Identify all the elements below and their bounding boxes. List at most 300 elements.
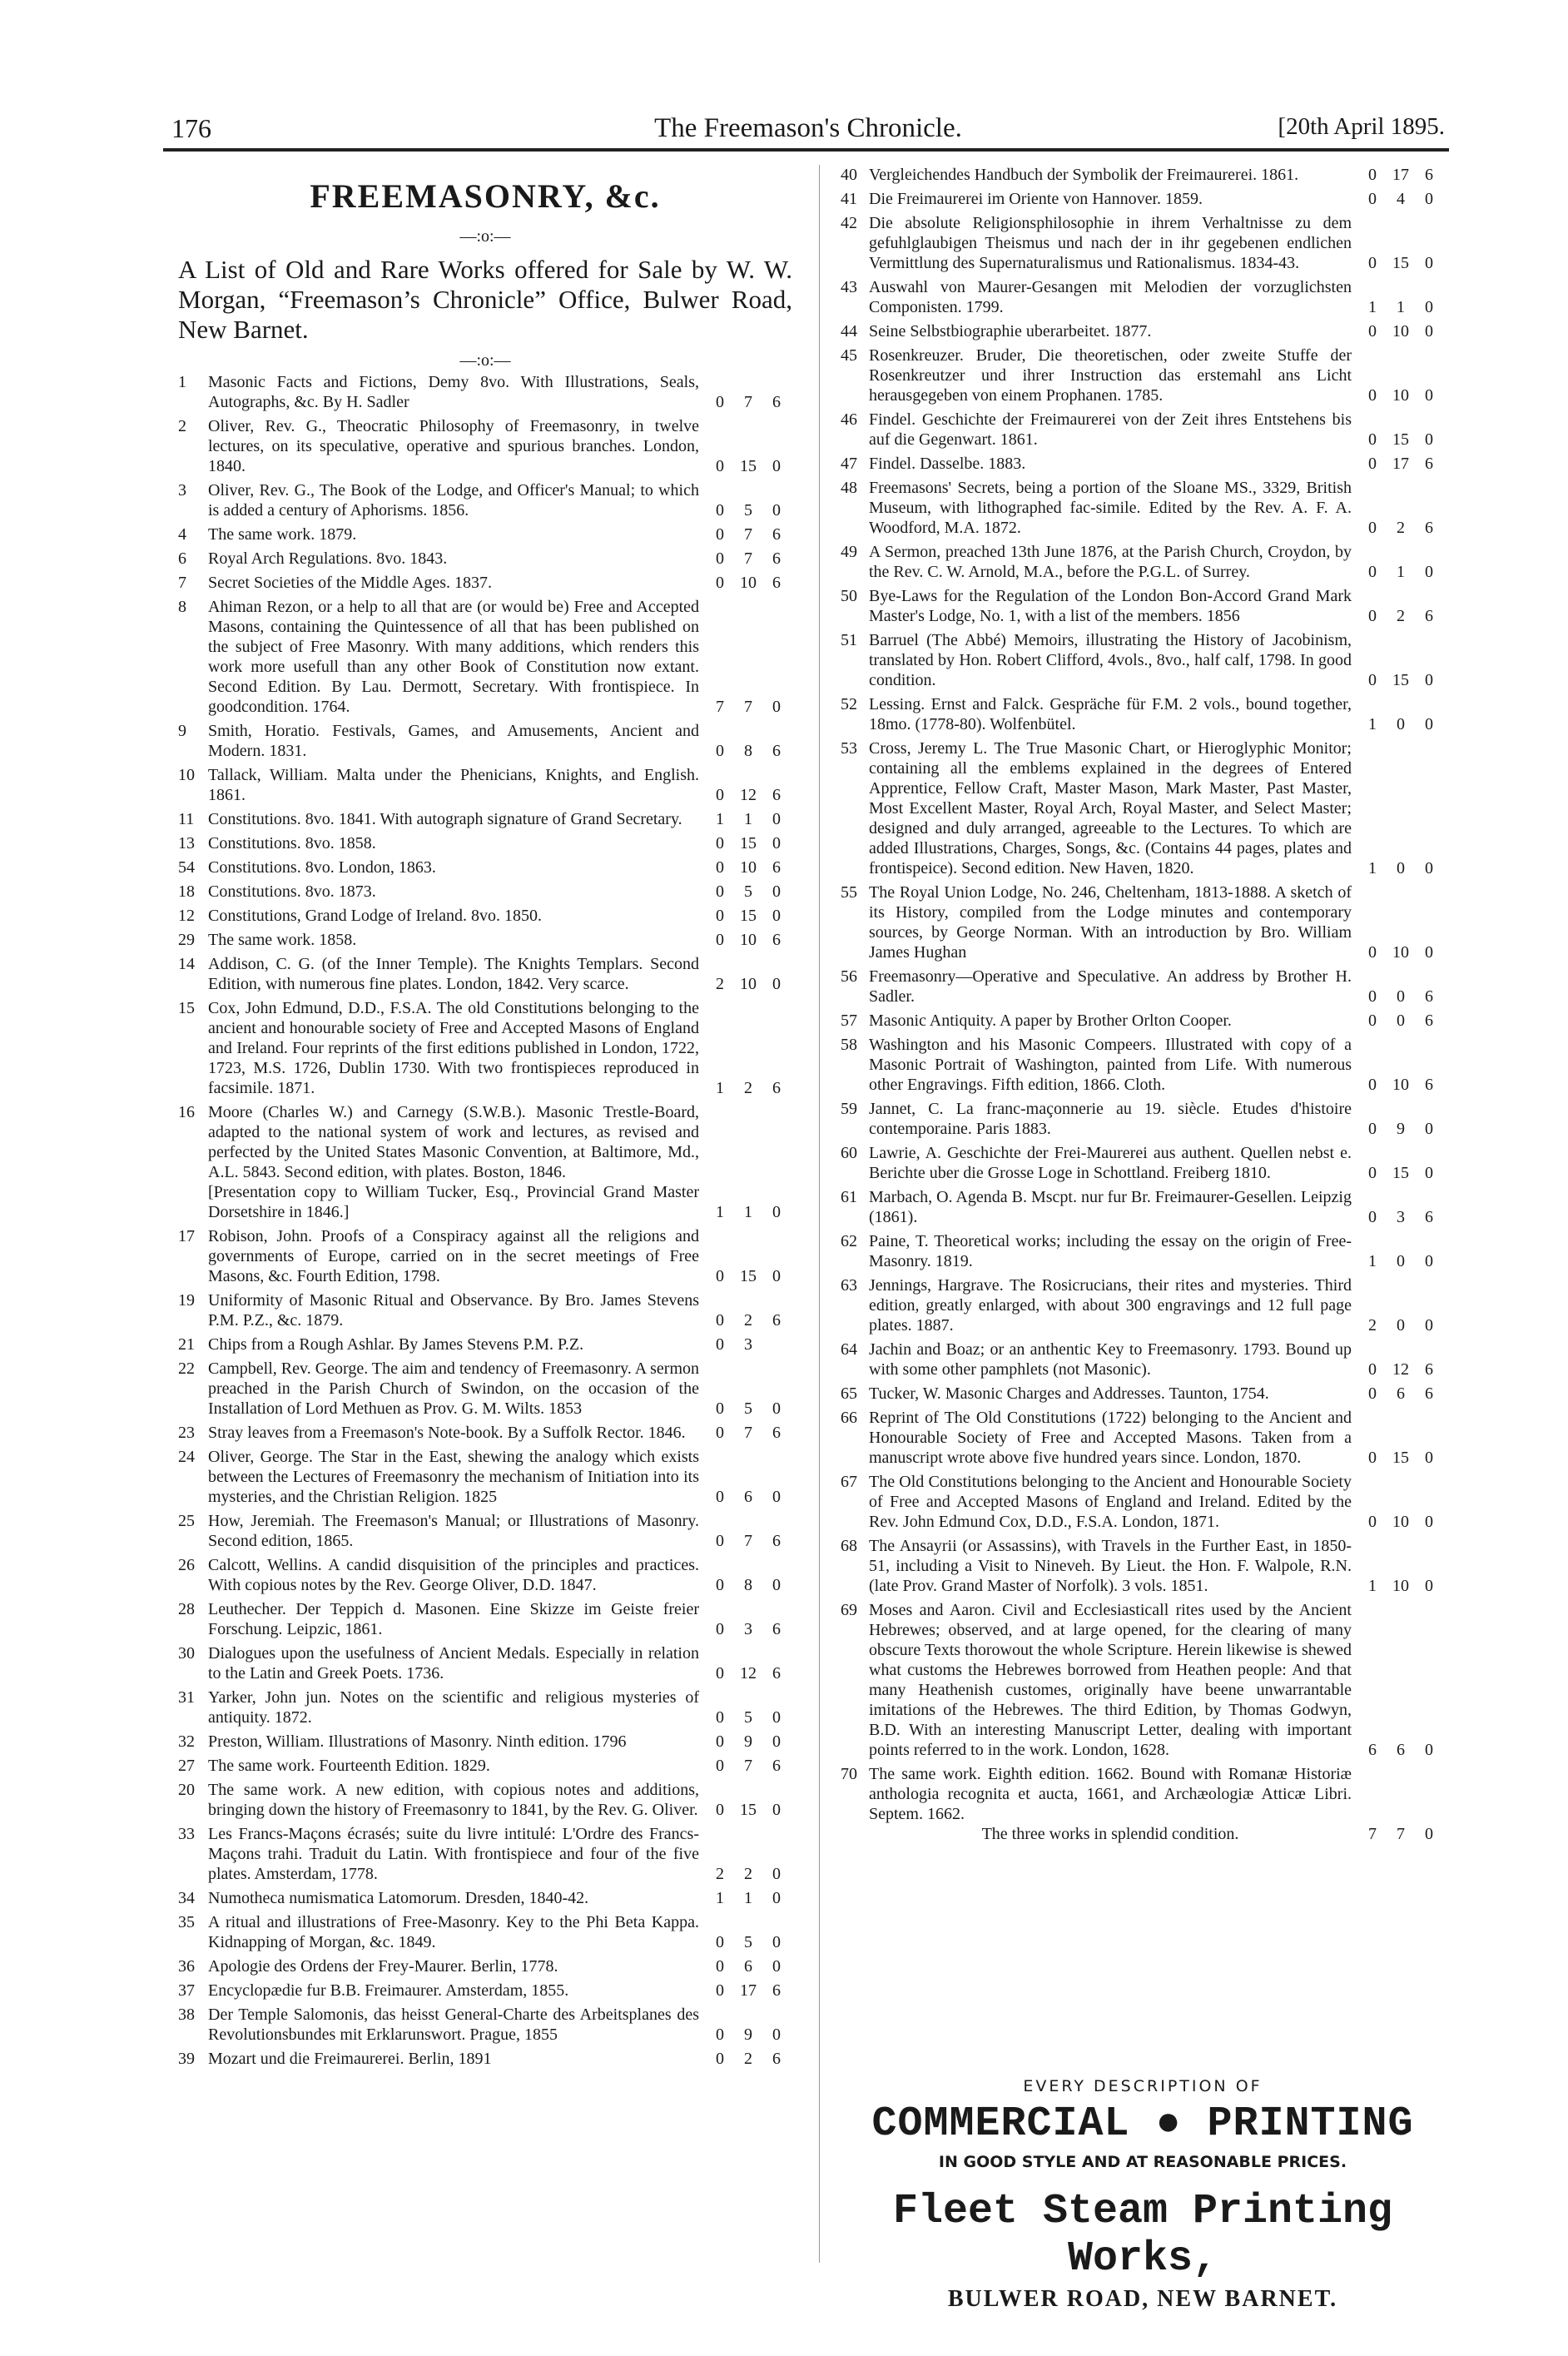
price-shillings: 15 xyxy=(1392,254,1409,272)
item-text: Chips from a Rough Ashlar. By James Stevens P.M. P.Z. xyxy=(208,1335,584,1354)
list-item xyxy=(178,833,792,853)
item-description xyxy=(208,573,699,593)
item-text: Washington and his Masonic Compeers. Illustrated with copy of a Masonic Portrait of Washington, painted from Life. With numerous other Engravings. Fifth edition, 1866. Cloth. xyxy=(869,1036,1356,1094)
item-text: Freemasonry—Operative and Speculative. An address by Brother H. Sadler. xyxy=(869,967,1356,1006)
item-price xyxy=(706,2025,792,2045)
item-number: 44 xyxy=(841,322,857,340)
price-shillings: 6 xyxy=(1397,1384,1405,1403)
list-item xyxy=(841,882,1445,962)
price-pence: 6 xyxy=(1425,1076,1433,1094)
item-price xyxy=(1358,858,1445,878)
price-pounds: 0 xyxy=(716,1801,724,1819)
price-pence: 0 xyxy=(1425,1741,1433,1759)
item-price xyxy=(706,1202,792,1222)
price-pence: 0 xyxy=(772,834,781,852)
price-pence: 6 xyxy=(772,1311,781,1330)
price-pounds: 0 xyxy=(1368,1120,1377,1138)
item-description xyxy=(869,1231,1352,1271)
column-divider xyxy=(819,165,820,2263)
price-pence: 0 xyxy=(1425,190,1433,208)
item-text: Encyclopædie fur B.B. Freimaurer. Amsterdam, 1855. xyxy=(208,1981,569,2000)
item-text: Der Temple Salomonis, das heisst General-Charte des Arbeitsplanes des Revolutionsbundes mit Erklarunswort. Prague, 1855 xyxy=(208,2006,703,2044)
price-pence: 0 xyxy=(772,1957,781,1976)
item-number: 34 xyxy=(178,1889,195,1907)
price-shillings: 2 xyxy=(1397,519,1405,537)
price-shillings: 9 xyxy=(744,2025,752,2044)
price-shillings: 12 xyxy=(740,786,757,804)
price-pence: 0 xyxy=(772,1576,781,1594)
list-item xyxy=(178,1912,792,1952)
item-price xyxy=(706,1310,792,1330)
item-description xyxy=(869,321,1352,341)
list-item xyxy=(178,1780,792,1820)
price-pounds: 0 xyxy=(716,834,724,852)
list-item xyxy=(178,882,792,902)
item-description xyxy=(208,1511,703,1551)
list-item xyxy=(178,1511,792,1551)
item-description xyxy=(208,597,703,717)
list-item xyxy=(178,1599,792,1639)
item-number: 52 xyxy=(841,695,857,713)
item-description xyxy=(208,1335,699,1354)
price-pence: 6 xyxy=(772,1424,781,1442)
price-pounds: 0 xyxy=(716,1664,724,1683)
item-text: Tallack, William. Malta under the Phenicians, Knights, and English. 1861. xyxy=(208,766,703,804)
list-item xyxy=(178,809,792,829)
price-pence: 6 xyxy=(1425,1384,1433,1403)
list-item xyxy=(841,1472,1445,1532)
price-pence: 0 xyxy=(1425,1825,1433,1843)
price-pence: 0 xyxy=(772,1865,781,1883)
price-pence: 0 xyxy=(1425,943,1433,962)
item-text: Jennings, Hargrave. The Rosicrucians, their rites and mysteries. Third edition, greatly enlarged, with about 300 engravings and 12 full page plates. 1887. xyxy=(869,1276,1356,1335)
item-price xyxy=(1358,714,1445,734)
price-shillings: 6 xyxy=(1397,1741,1405,1759)
item-text: The Ansayrii (or Assassins), with Travels in the Further East, in 1850-51, including a Visit to Nineveh. By Lieut. the Hon. F. Walpole, R.N. (late Prov. Grand Master of Norfolk). 3 vols. 1851. xyxy=(869,1537,1356,1595)
price-pounds: 7 xyxy=(716,698,724,716)
price-shillings: 7 xyxy=(744,1757,752,1775)
item-price xyxy=(706,1423,792,1443)
item-price xyxy=(706,930,792,950)
item-text: Bye-Laws for the Regulation of the London Bon-Accord Grand Mark Master's Lodge, No. 1, with a list of the members. 1856 xyxy=(869,587,1356,625)
item-price xyxy=(1358,1251,1445,1271)
price-pence: 0 xyxy=(1425,1449,1433,1467)
price-pence: 0 xyxy=(772,810,781,828)
price-pounds: 0 xyxy=(1368,563,1377,581)
price-pence: 0 xyxy=(772,698,781,716)
list-item xyxy=(178,1687,792,1727)
price-pounds: 0 xyxy=(716,574,724,592)
price-shillings: 15 xyxy=(740,1801,757,1819)
price-pounds: 0 xyxy=(716,1708,724,1727)
item-description xyxy=(208,833,699,853)
item-price xyxy=(1358,297,1445,317)
price-pounds: 0 xyxy=(716,1488,724,1506)
ad-line-commercial-printing: COMMERCIAL ● PRINTING xyxy=(871,2100,1414,2148)
item-number: 9 xyxy=(178,722,186,740)
ad-line-works-name: Fleet Steam Printing Works, xyxy=(892,2188,1393,2283)
item-text: Constitutions. 8vo. 1873. xyxy=(208,882,376,901)
price-pence: 6 xyxy=(772,525,781,544)
item-number: 42 xyxy=(841,214,857,232)
price-pounds: 0 xyxy=(716,858,724,877)
item-description xyxy=(869,882,1356,962)
item-number: 35 xyxy=(178,1913,195,1931)
item-description xyxy=(869,345,1356,405)
item-number: 11 xyxy=(178,810,195,828)
price-pence: 0 xyxy=(1425,386,1433,405)
item-text: Findel. Geschichte der Freimaurerei von der Zeit ihres Entstehens bis auf die Gegenwart. 1861. xyxy=(869,410,1356,449)
item-number: 22 xyxy=(178,1359,195,1378)
price-shillings: 12 xyxy=(1392,1360,1409,1379)
price-shillings: 10 xyxy=(740,931,757,949)
list-item xyxy=(841,1187,1445,1227)
item-text: Cross, Jeremy L. The True Masonic Chart, or Hieroglyphic Monitor; containing all the emblems explained in the degrees of Entered Apprentice, Fellow Craft, Master Mason, Mark Master, Past Master, Most Excellent Master, Royal Arch, Royal Master, and Select Master; designed and duly arranged, agreeable to the Lectures. To which are added Illustrations, Charges, Songs, &c. (Contains 44 pages, plates and frontispeice). Second edition. New Haven, 1820. xyxy=(869,739,1356,877)
item-price xyxy=(706,1707,792,1727)
list-item xyxy=(178,372,792,412)
price-shillings: 15 xyxy=(740,907,757,925)
price-pounds: 1 xyxy=(1368,859,1377,877)
price-pence: 6 xyxy=(772,1757,781,1775)
list-item xyxy=(841,277,1445,317)
item-text: The same work. 1858. xyxy=(208,931,357,949)
publication-title: The Freemason's Chronicle. xyxy=(654,113,962,143)
article-intro: A List of Old and Rare Works offered for Sale by W. W. Morgan, “Freemason’s Chronicle” Office, Bulwer Road, New Barnet. xyxy=(178,255,792,344)
item-price xyxy=(706,1864,792,1884)
item-description xyxy=(208,1824,703,1884)
list-item xyxy=(841,586,1445,626)
item-description xyxy=(208,416,703,476)
price-pence: 0 xyxy=(772,1933,781,1951)
price-pounds: 0 xyxy=(716,1399,724,1418)
price-pounds: 0 xyxy=(1368,430,1377,449)
price-shillings: 10 xyxy=(1392,322,1409,340)
price-pence: 6 xyxy=(1425,519,1433,537)
item-number: 38 xyxy=(178,2006,195,2024)
price-shillings: 0 xyxy=(1397,1011,1405,1030)
price-shillings: 17 xyxy=(740,1981,757,2000)
item-number: 41 xyxy=(841,190,857,208)
list-item xyxy=(178,1756,792,1776)
price-pence: 0 xyxy=(1425,563,1433,581)
item-description xyxy=(208,372,702,412)
price-shillings: 7 xyxy=(744,698,752,716)
item-price xyxy=(706,1956,792,1976)
item-price xyxy=(706,1487,792,1507)
item-number: 68 xyxy=(841,1537,857,1555)
item-price xyxy=(706,906,792,926)
item-description xyxy=(208,524,699,544)
list-item xyxy=(178,2049,792,2069)
item-text: Findel. Dasselbe. 1883. xyxy=(869,455,1026,473)
price-pence: 0 xyxy=(772,907,781,925)
item-description xyxy=(208,1102,703,1222)
item-text: Mozart und die Freimaurerei. Berlin, 1891 xyxy=(208,2050,492,2068)
price-pence: 0 xyxy=(1425,1164,1433,1182)
price-shillings: 1 xyxy=(1397,298,1405,316)
price-pounds: 7 xyxy=(1368,1825,1377,1843)
item-price xyxy=(706,974,792,994)
price-pounds: 0 xyxy=(716,1933,724,1951)
list-item xyxy=(841,1035,1445,1095)
item-description xyxy=(208,549,699,569)
price-shillings: 6 xyxy=(744,1957,752,1976)
list-item xyxy=(178,930,792,950)
price-pounds: 0 xyxy=(716,742,724,760)
item-number: 67 xyxy=(841,1473,857,1491)
price-shillings: 15 xyxy=(740,457,757,475)
item-price xyxy=(1358,518,1445,538)
item-price xyxy=(706,456,792,476)
item-number: 54 xyxy=(178,858,195,877)
item-text: Lawrie, A. Geschichte der Frei-Maurerei aus authent. Quellen nebst e. Berichte uber die Grosse Loge in Schottland. Freiberg 1810. xyxy=(869,1144,1356,1182)
price-pounds: 0 xyxy=(716,1424,724,1442)
price-pounds: 0 xyxy=(1368,322,1377,340)
list-item xyxy=(841,189,1445,209)
item-text: Numotheca numismatica Latomorum. Dresden, 1840-42. xyxy=(208,1889,589,1907)
list-item xyxy=(841,1600,1445,1760)
item-number: 62 xyxy=(841,1232,857,1250)
list-item xyxy=(178,1888,792,1908)
list-item xyxy=(841,1231,1445,1271)
item-price xyxy=(706,1732,792,1752)
list-item xyxy=(178,1102,792,1222)
item-number: 21 xyxy=(178,1335,195,1354)
list-item xyxy=(841,478,1445,538)
list-item xyxy=(841,694,1445,734)
item-price xyxy=(1358,670,1445,690)
item-description xyxy=(869,1011,1352,1031)
item-number: 36 xyxy=(178,1957,195,1976)
item-price xyxy=(706,549,792,569)
price-pence: 0 xyxy=(1425,430,1433,449)
price-pounds: 0 xyxy=(1368,943,1377,962)
price-shillings: 2 xyxy=(744,1865,752,1883)
item-text: Dialogues upon the usefulness of Ancient Medals. Especially in relation to the Latin and Greek Poets. 1736. xyxy=(208,1644,703,1683)
item-text: The same work. Eighth edition. 1662. Bound with Romanæ Historiæ anthologia recognita et aucta, 1661, and Archæologiæ Atticæ Libri. Septem. 1662. xyxy=(869,1765,1356,1823)
price-shillings: 8 xyxy=(744,1576,752,1594)
item-number: 19 xyxy=(178,1291,195,1310)
item-price xyxy=(1358,1824,1445,1844)
price-shillings: 0 xyxy=(1397,1316,1405,1335)
price-shillings: 2 xyxy=(744,1311,752,1330)
item-number: 29 xyxy=(178,931,195,949)
price-shillings: 7 xyxy=(744,1532,752,1550)
price-pounds: 0 xyxy=(716,1957,724,1976)
item-text: Constitutions. 8vo. 1858. xyxy=(208,834,376,852)
price-pence: 6 xyxy=(772,1981,781,2000)
item-price xyxy=(706,1888,792,1908)
item-description xyxy=(208,721,703,761)
price-pence: 6 xyxy=(1425,607,1433,625)
list-item xyxy=(841,1275,1445,1335)
item-description xyxy=(208,2005,703,2045)
price-pence: 0 xyxy=(1425,671,1433,689)
price-pounds: 2 xyxy=(716,1865,724,1883)
item-description xyxy=(869,410,1356,450)
price-pence: 6 xyxy=(1425,987,1433,1006)
item-note: The three works in splendid condition. xyxy=(981,1825,1239,1843)
item-description xyxy=(208,1226,703,1286)
item-note: [Presentation copy to William Tucker, Esq., Provincial Grand Master Dorsetshire in 1846.] xyxy=(208,1183,699,1221)
item-number: 4 xyxy=(178,525,186,544)
price-shillings: 10 xyxy=(1392,1577,1409,1595)
price-shillings: 10 xyxy=(740,975,757,993)
list-item xyxy=(178,416,792,476)
item-description xyxy=(208,1912,703,1952)
list-item xyxy=(841,1099,1445,1139)
list-item xyxy=(841,1384,1445,1404)
price-shillings: 2 xyxy=(744,1079,752,1097)
list-item xyxy=(178,1981,792,2001)
price-pounds: 0 xyxy=(1368,1011,1377,1030)
list-item xyxy=(841,410,1445,450)
item-number: 27 xyxy=(178,1757,195,1775)
price-pence: 6 xyxy=(1425,1011,1433,1030)
item-description xyxy=(208,1981,699,2001)
item-text: Constitutions. 8vo. 1841. With autograph signature of Grand Secretary. xyxy=(208,810,682,828)
list-item xyxy=(178,998,792,1098)
price-pence: 0 xyxy=(772,1708,781,1727)
price-shillings: 10 xyxy=(1392,386,1409,405)
item-price xyxy=(1358,321,1445,341)
item-description xyxy=(208,765,703,805)
list-item xyxy=(178,2005,792,2045)
item-description xyxy=(869,213,1356,273)
item-description xyxy=(869,1536,1356,1596)
item-text: Tucker, W. Masonic Charges and Addresses. Taunton, 1754. xyxy=(869,1384,1269,1403)
price-shillings: 5 xyxy=(744,882,752,901)
price-pounds: 0 xyxy=(1368,607,1377,625)
price-pounds: 0 xyxy=(1368,987,1377,1006)
price-shillings: 3 xyxy=(744,1335,752,1354)
price-pounds: 0 xyxy=(1368,1076,1377,1094)
item-number: 39 xyxy=(178,2050,195,2068)
item-description xyxy=(869,1764,1356,1844)
item-description xyxy=(208,1423,699,1443)
list-item xyxy=(178,524,792,544)
item-price xyxy=(1358,606,1445,626)
price-pounds: 1 xyxy=(1368,1577,1377,1595)
item-text: Lessing. Ernst and Falck. Gespräche für F.M. 2 vols., bound together, 18mo. (1778-80). Wolfenbütel. xyxy=(869,695,1356,733)
list-item xyxy=(178,549,792,569)
list-item xyxy=(178,721,792,761)
item-number: 48 xyxy=(841,479,857,497)
item-text: Royal Arch Regulations. 8vo. 1843. xyxy=(208,549,448,568)
list-item xyxy=(178,765,792,805)
item-description xyxy=(869,1408,1356,1468)
item-number: 25 xyxy=(178,1512,195,1530)
price-shillings: 5 xyxy=(744,1933,752,1951)
price-pence: 0 xyxy=(1425,1252,1433,1270)
price-shillings: 7 xyxy=(1397,1825,1405,1843)
item-price xyxy=(1358,1448,1445,1468)
item-description xyxy=(208,1780,703,1820)
item-price xyxy=(706,809,792,829)
list-item xyxy=(841,345,1445,405)
price-shillings: 0 xyxy=(1397,987,1405,1006)
item-number: 51 xyxy=(841,631,857,649)
price-shillings: 1 xyxy=(744,810,752,828)
item-description xyxy=(208,1888,699,1908)
price-pence: 0 xyxy=(772,1267,781,1285)
price-shillings: 6 xyxy=(744,1488,752,1506)
price-pence: 6 xyxy=(1425,455,1433,473)
list-item xyxy=(178,480,792,520)
item-description xyxy=(208,882,699,902)
item-text: Oliver, Rev. G., Theocratic Philosophy of Freemasonry, in twelve lectures, on its speculative, operative and spurious branches. London, 1840. xyxy=(208,417,703,475)
price-shillings: 9 xyxy=(1397,1120,1405,1138)
price-pounds: 0 xyxy=(716,525,724,544)
item-number: 32 xyxy=(178,1732,195,1751)
item-text: Campbell, Rev. George. The aim and tendency of Freemasonry. A sermon preached in the Parish Church of Swindon, on the occasion of the Installation of Lord Methuen as Prov. G. M. Wilts. 1853 xyxy=(208,1359,703,1418)
item-description xyxy=(869,165,1352,185)
price-pence: 0 xyxy=(1425,1316,1433,1335)
item-text: Constitutions, Grand Lodge of Ireland. 8vo. 1850. xyxy=(208,907,543,925)
item-price xyxy=(1358,189,1445,209)
list-item xyxy=(178,1335,792,1354)
item-text: A Sermon, preached 13th June 1876, at the Parish Church, Croydon, by the Rev. C. W. Arnold, M.A., before the P.G.L. of Surrey. xyxy=(869,543,1356,581)
price-pounds: 1 xyxy=(1368,298,1377,316)
price-shillings: 7 xyxy=(744,1424,752,1442)
price-shillings: 15 xyxy=(1392,1449,1409,1467)
item-text: How, Jeremiah. The Freemason's Manual; or Illustrations of Masonry. Second edition, 1865. xyxy=(208,1512,703,1550)
list-item xyxy=(178,573,792,593)
price-shillings: 5 xyxy=(744,501,752,519)
price-pounds: 0 xyxy=(1368,671,1377,689)
item-price xyxy=(1358,454,1445,474)
item-text: Masonic Antiquity. A paper by Brother Orlton Cooper. xyxy=(869,1011,1232,1030)
list-item xyxy=(178,906,792,926)
item-price xyxy=(706,524,792,544)
item-price xyxy=(1358,1359,1445,1379)
item-number: 66 xyxy=(841,1409,857,1427)
page-number: 176 xyxy=(171,113,211,143)
list-item xyxy=(178,1956,792,1976)
item-number: 24 xyxy=(178,1448,195,1466)
item-price xyxy=(706,1756,792,1776)
item-number: 26 xyxy=(178,1556,195,1574)
price-pence: 0 xyxy=(772,2025,781,2044)
price-pounds: 0 xyxy=(1368,190,1377,208)
price-pence: 0 xyxy=(772,1488,781,1506)
price-pounds: 0 xyxy=(1368,1384,1377,1403)
price-shillings: 15 xyxy=(1392,430,1409,449)
item-description xyxy=(869,1340,1356,1379)
item-text: Preston, William. Illustrations of Masonry. Ninth edition. 1796 xyxy=(208,1732,627,1751)
price-shillings: 10 xyxy=(1392,1076,1409,1094)
item-description xyxy=(869,1472,1356,1532)
item-number: 1 xyxy=(178,373,186,391)
price-pounds: 0 xyxy=(716,1757,724,1775)
item-price xyxy=(706,1932,792,1952)
list-item xyxy=(178,1824,792,1884)
price-pounds: 0 xyxy=(1368,1513,1377,1531)
item-price xyxy=(706,1663,792,1683)
item-number: 3 xyxy=(178,481,186,500)
price-shillings: 2 xyxy=(1397,607,1405,625)
list-item xyxy=(841,213,1445,273)
item-number: 59 xyxy=(841,1100,857,1118)
price-pounds: 0 xyxy=(716,2050,724,2068)
price-shillings: 12 xyxy=(740,1664,757,1683)
price-shillings: 7 xyxy=(744,549,752,568)
list-item xyxy=(178,1555,792,1595)
item-number: 20 xyxy=(178,1781,195,1799)
item-number: 17 xyxy=(178,1227,195,1245)
item-price xyxy=(1358,1512,1445,1532)
item-number: 49 xyxy=(841,543,857,561)
